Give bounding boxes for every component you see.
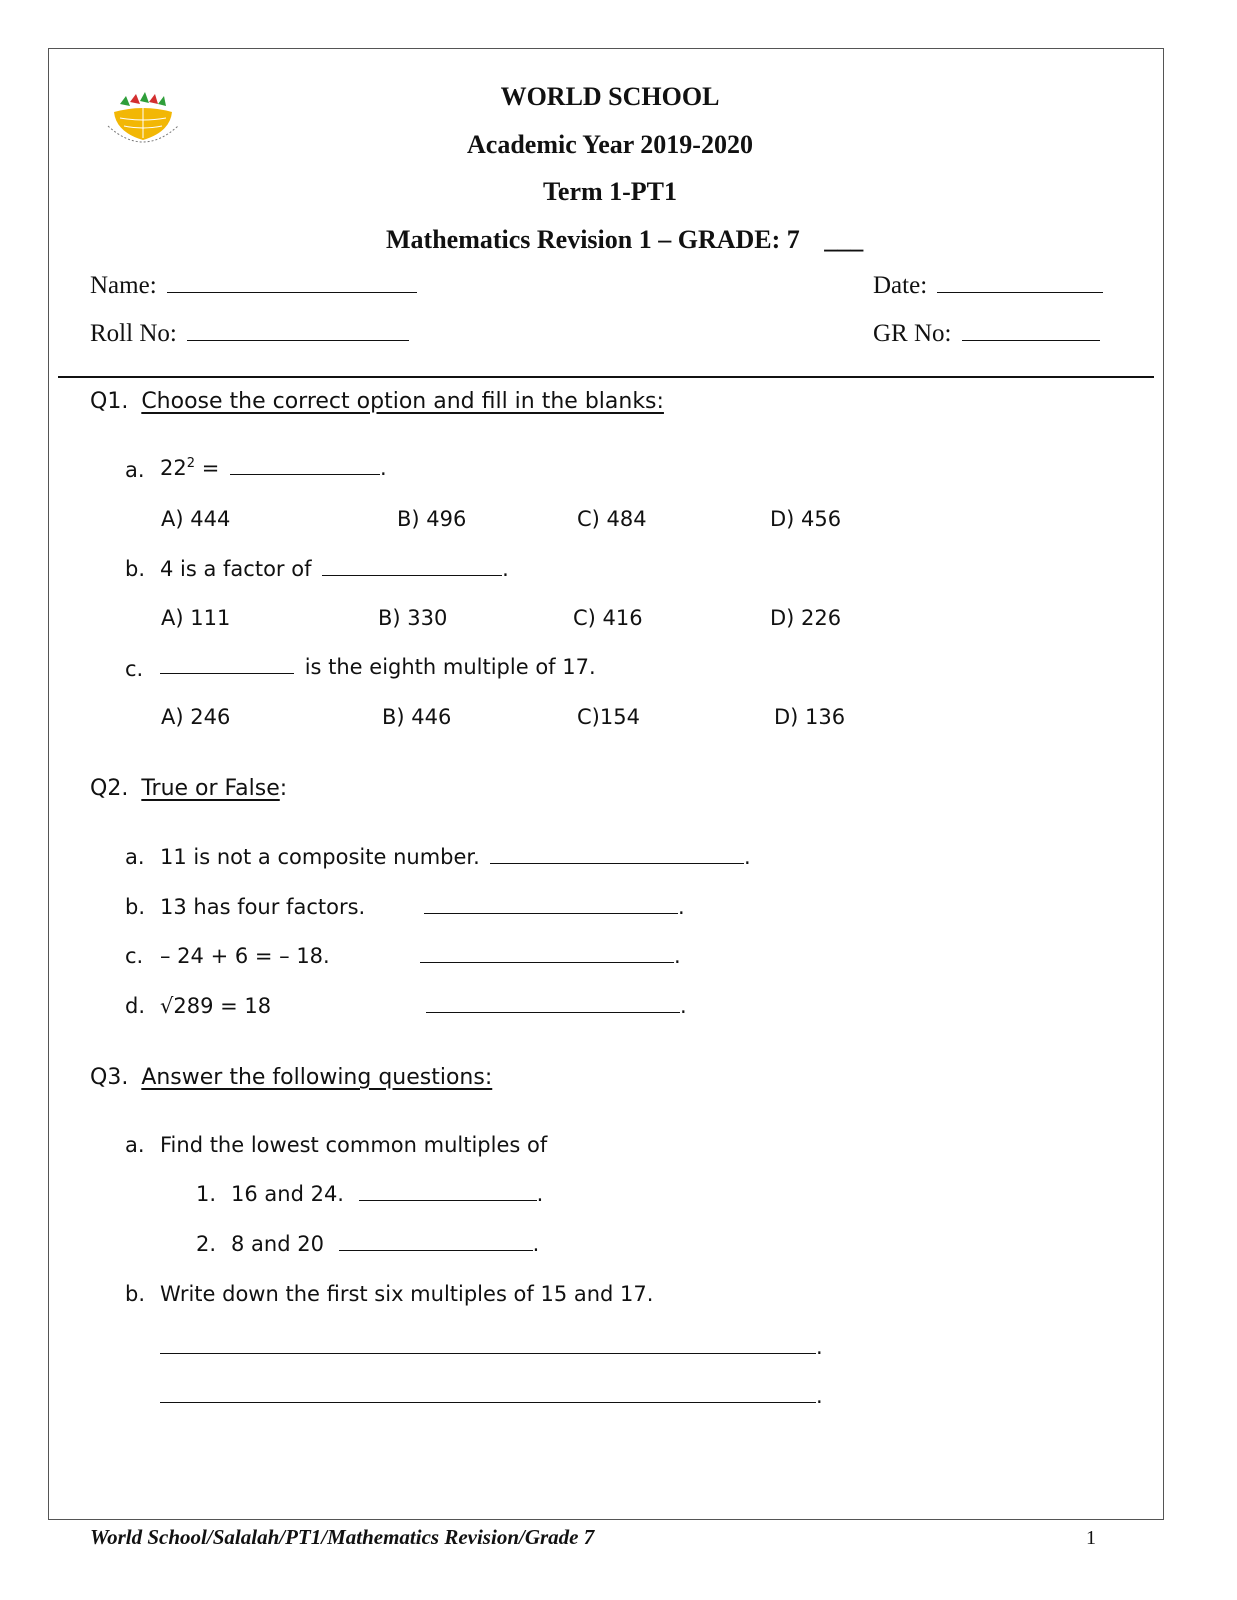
q2b-blank[interactable] <box>424 895 678 914</box>
roll-blank[interactable] <box>187 320 409 341</box>
q3a2-end: . <box>532 1232 540 1256</box>
q3-number: Q3. <box>90 1065 129 1090</box>
q3b-text: Write down the first six multiples of 15 and 17. <box>160 1282 654 1306</box>
q2c-text: – 24 + 6 = – 18. <box>160 944 330 968</box>
q3b-letter: b. <box>125 1282 146 1306</box>
q3a2-blank[interactable] <box>339 1232 533 1251</box>
q1b-question <box>160 557 509 581</box>
q2d-letter: d. <box>125 994 146 1018</box>
q1c-option-c[interactable]: C)154 <box>577 705 640 729</box>
gr-label: GR No: <box>873 320 952 347</box>
q1a-option-b[interactable]: B) 496 <box>397 507 467 531</box>
q2d-answer[interactable] <box>426 994 687 1018</box>
q1c-option-b[interactable]: B) 446 <box>382 705 452 729</box>
q1a-equals: = <box>195 456 220 480</box>
q2b-letter: b. <box>125 895 146 919</box>
date-label: Date: <box>873 272 928 299</box>
q3a1-blank[interactable] <box>359 1182 537 1201</box>
q3-heading <box>90 1065 492 1090</box>
q2-number: Q2. <box>90 776 129 801</box>
q3b-blank-2[interactable] <box>160 1384 816 1403</box>
q1-number: Q1. <box>90 389 129 414</box>
q3a2-line <box>231 1232 539 1256</box>
q1b-end: . <box>502 557 509 581</box>
q3a1-line <box>231 1182 543 1206</box>
q2b-end: . <box>678 895 685 919</box>
q1c-option-d[interactable]: D) 136 <box>774 705 846 729</box>
q2c-end: . <box>674 944 681 968</box>
name-label: Name: <box>90 272 157 299</box>
gr-blank[interactable] <box>962 320 1100 341</box>
footer-path: World School/Salalah/PT1/Mathematics Revision/Grade 7 <box>90 1525 595 1549</box>
q2a-answer[interactable] <box>490 845 751 869</box>
q3b-end-2: . <box>816 1384 823 1408</box>
date-blank[interactable] <box>937 272 1103 293</box>
q1-title: Choose the correct option and fill in the blanks: <box>141 389 664 414</box>
date-field[interactable] <box>873 272 1103 300</box>
q1c-text: is the eighth multiple of 17. <box>304 655 596 679</box>
q3a1-text: 16 and 24. <box>231 1182 344 1206</box>
q1a-exponent: 2 <box>186 456 196 471</box>
q3a2-text: 8 and 20 <box>231 1232 324 1256</box>
roll-field[interactable] <box>90 320 409 348</box>
q2a-blank[interactable] <box>490 845 744 864</box>
q1b-text: 4 is a factor of <box>160 557 312 581</box>
q1a-option-a[interactable]: A) 444 <box>161 507 231 531</box>
q1c-question <box>160 655 596 679</box>
q3b-blank-1[interactable] <box>160 1335 816 1354</box>
q2a-text: 11 is not a composite number. <box>160 845 480 869</box>
q2c-answer[interactable] <box>420 944 681 968</box>
q1b-letter: b. <box>125 557 146 581</box>
q1b-option-a[interactable]: A) 111 <box>161 606 231 630</box>
subject-title: Mathematics Revision 1 – GRADE: 7 <box>386 225 800 254</box>
q2-colon: : <box>279 776 288 801</box>
q2c-blank[interactable] <box>420 944 674 963</box>
q1a-option-d[interactable]: D) 456 <box>770 507 842 531</box>
q3a-text: Find the lowest common multiples of <box>160 1133 548 1157</box>
name-blank[interactable] <box>167 272 417 293</box>
q1b-option-c[interactable]: C) 416 <box>573 606 643 630</box>
q2c-letter: c. <box>125 944 144 968</box>
header-divider <box>58 376 1154 378</box>
q3a-letter: a. <box>125 1133 145 1157</box>
roll-label: Roll No: <box>90 320 177 347</box>
page-number: 1 <box>1086 1527 1096 1549</box>
subject-line <box>386 225 863 255</box>
q1a-option-c[interactable]: C) 484 <box>577 507 647 531</box>
q1b-option-d[interactable]: D) 226 <box>770 606 842 630</box>
section-blank: ___ <box>824 225 864 254</box>
q1c-blank[interactable] <box>160 655 294 674</box>
academic-year: Academic Year 2019-2020 <box>467 130 753 159</box>
q1a-base: 22 <box>160 456 187 480</box>
q3a2-num: 2. <box>196 1232 217 1256</box>
gr-field[interactable] <box>873 320 1100 348</box>
q2-title: True or False <box>141 776 280 801</box>
q2b-text: 13 has four factors. <box>160 895 366 919</box>
term: Term 1-PT1 <box>542 177 678 206</box>
q3a1-end: . <box>536 1182 544 1206</box>
name-field[interactable] <box>90 272 417 300</box>
q1b-option-b[interactable]: B) 330 <box>378 606 448 630</box>
q1c-letter: c. <box>125 657 144 681</box>
q3b-answer-line-2[interactable] <box>160 1384 823 1408</box>
q2d-text: √289 = 18 <box>160 994 272 1018</box>
q3a1-num: 1. <box>196 1182 217 1206</box>
q2a-end: . <box>744 845 751 869</box>
q2-heading <box>90 776 287 801</box>
q1c-option-a[interactable]: A) 246 <box>161 705 231 729</box>
q1a-blank[interactable] <box>230 456 380 475</box>
q1-heading <box>90 389 664 414</box>
q3b-answer-line-1[interactable] <box>160 1335 823 1359</box>
q1a-letter: a. <box>125 458 145 482</box>
q1a-question <box>160 456 387 480</box>
q1b-blank[interactable] <box>322 557 502 576</box>
q3-title: Answer the following questions: <box>141 1065 493 1090</box>
q2d-end: . <box>680 994 687 1018</box>
q2a-letter: a. <box>125 845 145 869</box>
q1a-end: . <box>379 456 387 480</box>
q3b-end-1: . <box>816 1335 823 1359</box>
q2b-answer[interactable] <box>424 895 685 919</box>
school-name: WORLD SCHOOL <box>500 82 720 111</box>
q2d-blank[interactable] <box>426 994 680 1013</box>
